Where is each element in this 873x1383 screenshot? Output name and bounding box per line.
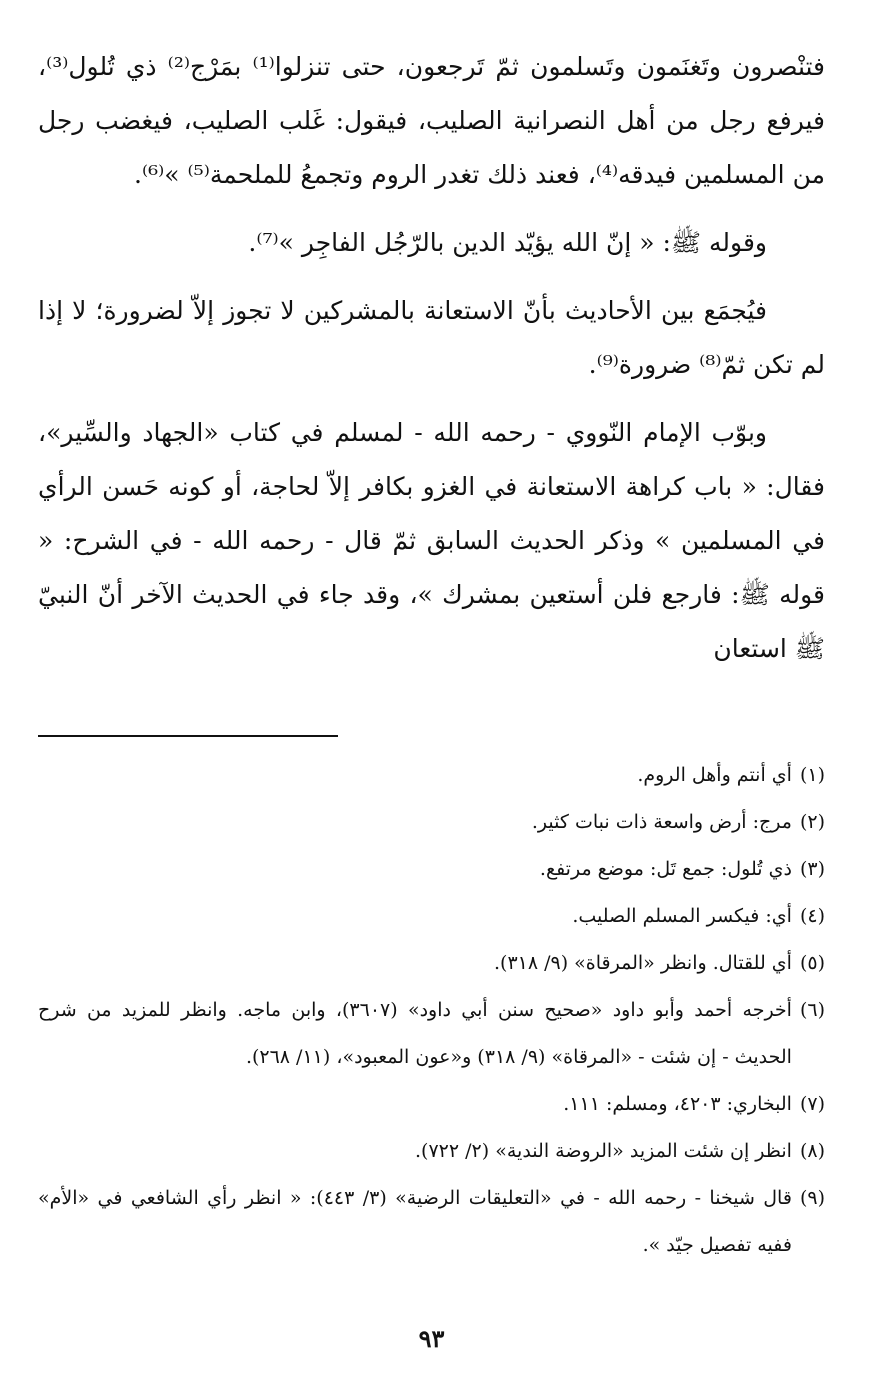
page-number: ٩٣ bbox=[418, 1324, 445, 1353]
footnote-text: انظر إن شئت المزيد «الروضة الندية» (٢/ ٧٢٢). bbox=[415, 1140, 792, 1162]
book-page bbox=[38, 0, 825, 1383]
footnotes bbox=[38, 752, 825, 1269]
footnote-7 bbox=[38, 1081, 825, 1128]
footnote-8 bbox=[38, 1128, 825, 1175]
footnote-text: ذي تُلول: جمع تَل: موضع مرتفع. bbox=[539, 858, 792, 880]
footnote-number: (٦) bbox=[799, 999, 825, 1021]
footnote-1 bbox=[38, 752, 825, 799]
footnote-number: (٢) bbox=[799, 811, 825, 833]
footnote-number: (٤) bbox=[799, 905, 825, 927]
footnote-number: (٧) bbox=[799, 1093, 825, 1115]
footnote-5 bbox=[38, 940, 825, 987]
footnote-text: قال شيخنا - رحمه الله - في «التعليقات الرضية» (٣/ ٤٤٣): « انظر رأي الشافعي في «الأم» ففيه تفصيل جيّد ». bbox=[38, 1187, 792, 1256]
footnote-text: أي: فيكسر المسلم الصليب. bbox=[572, 905, 792, 927]
main-text bbox=[38, 40, 825, 690]
footnote-number: (١) bbox=[799, 764, 825, 786]
footnote-2 bbox=[38, 799, 825, 846]
footnote-6 bbox=[38, 987, 825, 1081]
paragraph-1: فتنْصرون وتَغنَمون وتَسلمون ثمّ تَرجعون، حتى تنزلوا⁽¹⁾ بمَرْج⁽²⁾ ذي تُلول⁽³⁾، فيرفع رجل من أهل النصرانية الصليب، فيقول: غَلب الصليب، فيغضب رجل من المسلمين فيدقه⁽⁴⁾، فعند ذلك تغدر الروم وتجمعُ للملحمة⁽⁵⁾ »⁽⁶⁾. bbox=[38, 52, 826, 189]
footnote-4 bbox=[38, 893, 825, 940]
footnote-text: أي للقتال. وانظر «المرقاة» (٩/ ٣١٨). bbox=[493, 952, 792, 974]
paragraph-2: وقوله ﷺ: « إنّ الله يؤيّد الدين بالرّجُل الفاجِر »⁽⁷⁾. bbox=[248, 228, 767, 257]
footnote-text: أخرجه أحمد وأبو داود «صحيح سنن أبي داود» (٣٦٠٧)، وابن ماجه. وانظر للمزيد من شرح الحديث - إن شئت - «المرقاة» (٩/ ٣١٨) و«عون المعبود»، (١١/ ٢٦٨). bbox=[38, 999, 792, 1068]
footnote-9 bbox=[38, 1175, 825, 1269]
footnote-divider bbox=[38, 735, 338, 737]
footnote-text: البخاري: ٤٢٠٣، ومسلم: ١١١. bbox=[563, 1093, 792, 1115]
footnote-3 bbox=[38, 846, 825, 893]
footnote-text: مرج: أرض واسعة ذات نبات كثير. bbox=[531, 811, 792, 833]
paragraph-3: فيُجمَع بين الأحاديث بأنّ الاستعانة بالمشركين لا تجوز إلاّ لضرورة؛ لا إذا لم تكن ثمّ⁽⁸⁾ ضرورة⁽⁹⁾. bbox=[38, 296, 825, 379]
footnote-number: (٣) bbox=[799, 858, 825, 880]
footnote-number: (٨) bbox=[799, 1140, 825, 1162]
paragraph-4: وبوّب الإمام النّووي - رحمه الله - لمسلم في كتاب «الجهاد والسِّير»، فقال: « باب كراهة الاستعانة في الغزو بكافر إلاّ لحاجة، أو كونه حَسن الرأي في المسلمين » وذكر الحديث السابق ثمّ قال - رحمه الله - في الشرح: « قوله ﷺ: فارجع فلن أستعين بمشرك »، وقد جاء في الحديث الآخر أنّ النبيّ ﷺ استعان bbox=[38, 418, 825, 663]
footnote-number: (٩) bbox=[799, 1187, 825, 1209]
footnote-number: (٥) bbox=[799, 952, 825, 974]
footnote-text: أي أنتم وأهل الروم. bbox=[637, 764, 792, 786]
